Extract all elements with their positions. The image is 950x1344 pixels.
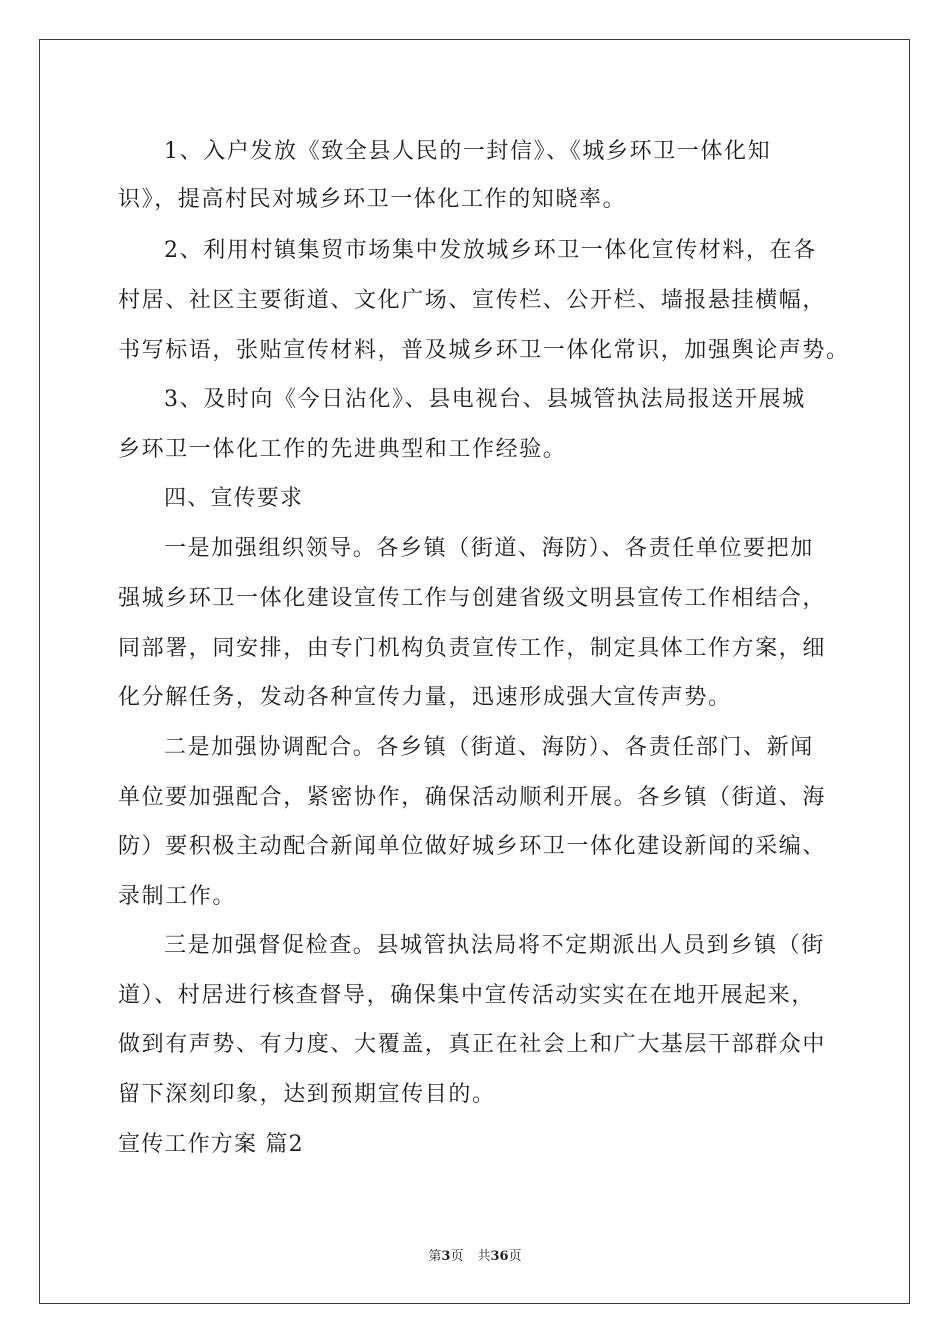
paragraph-line: 同部署，同安排，由专门机构负责宣传工作，制定具体工作方案，细 [118, 636, 827, 661]
paragraph-line: 三是加强督促检查。县城管执法局将不定期派出人员到乡镇（街 [164, 933, 825, 958]
paragraph-line: 一是加强组织领导。各乡镇（街道、海防）、各责任单位要把加 [164, 536, 814, 561]
paragraph-line: 二是加强协调配合。各乡镇（街道、海防）、各责任部门、新闻 [164, 735, 814, 760]
paragraph-line: 1、入户发放《致全县人民的一封信》、《城乡环卫一体化知 [164, 139, 772, 164]
page-footer [0, 1248, 950, 1266]
paragraph-line: 做到有声势、有力度、大覆盖，真正在社会上和广大基层干部群众中 [118, 1032, 827, 1057]
page-prefix: 第 [428, 1249, 442, 1264]
paragraph-line: 识》，提高村民对城乡环卫一体化工作的知晓率。 [118, 187, 627, 212]
paragraph-line: 2、利用村镇集贸市场集中发放城乡环卫一体化宣传材料，在各 [164, 238, 817, 263]
page-number: 3 [441, 1249, 451, 1264]
document-section-title: 宣传工作方案 篇2 [118, 1132, 304, 1157]
total-suffix: 页 [508, 1249, 522, 1264]
page-border [39, 39, 910, 1304]
paragraph-line: 留下深刻印象，达到预期宣传目的。 [118, 1082, 496, 1107]
paragraph-line: 村居、社区主要街道、文化广场、宣传栏、公开栏、墙报悬挂横幅， [118, 288, 827, 313]
paragraph-line: 道）、村居进行核查督导，确保集中宣传活动实实在在地开展起来， [118, 983, 816, 1008]
section-heading: 四、宣传要求 [164, 486, 304, 511]
paragraph-line: 3、及时向《今日沾化》、县电视台、县城管执法局报送开展城 [164, 387, 806, 412]
paragraph-line: 强城乡环卫一体化建设宣传工作与创建省级文明县宣传工作相结合， [118, 586, 827, 611]
paragraph-line: 录制工作。 [118, 884, 237, 909]
paragraph-line: 单位要加强配合，紧密协作，确保活动顺利开展。各乡镇（街道、海 [118, 785, 827, 810]
paragraph-line: 防）要积极主动配合新闻单位做好城乡环卫一体化建设新闻的采编、 [118, 834, 827, 859]
total-pages: 36 [490, 1249, 509, 1264]
total-prefix: 共 [477, 1249, 491, 1264]
page-suffix: 页 [450, 1249, 464, 1264]
paragraph-line: 乡环卫一体化工作的先进典型和工作经验。 [118, 437, 567, 462]
paragraph-line: 书写标语，张贴宣传材料，普及城乡环卫一体化常识，加强舆论声势。 [118, 338, 850, 363]
paragraph-line: 化分解任务，发动各种宣传力量，迅速形成强大宣传声势。 [118, 685, 732, 710]
